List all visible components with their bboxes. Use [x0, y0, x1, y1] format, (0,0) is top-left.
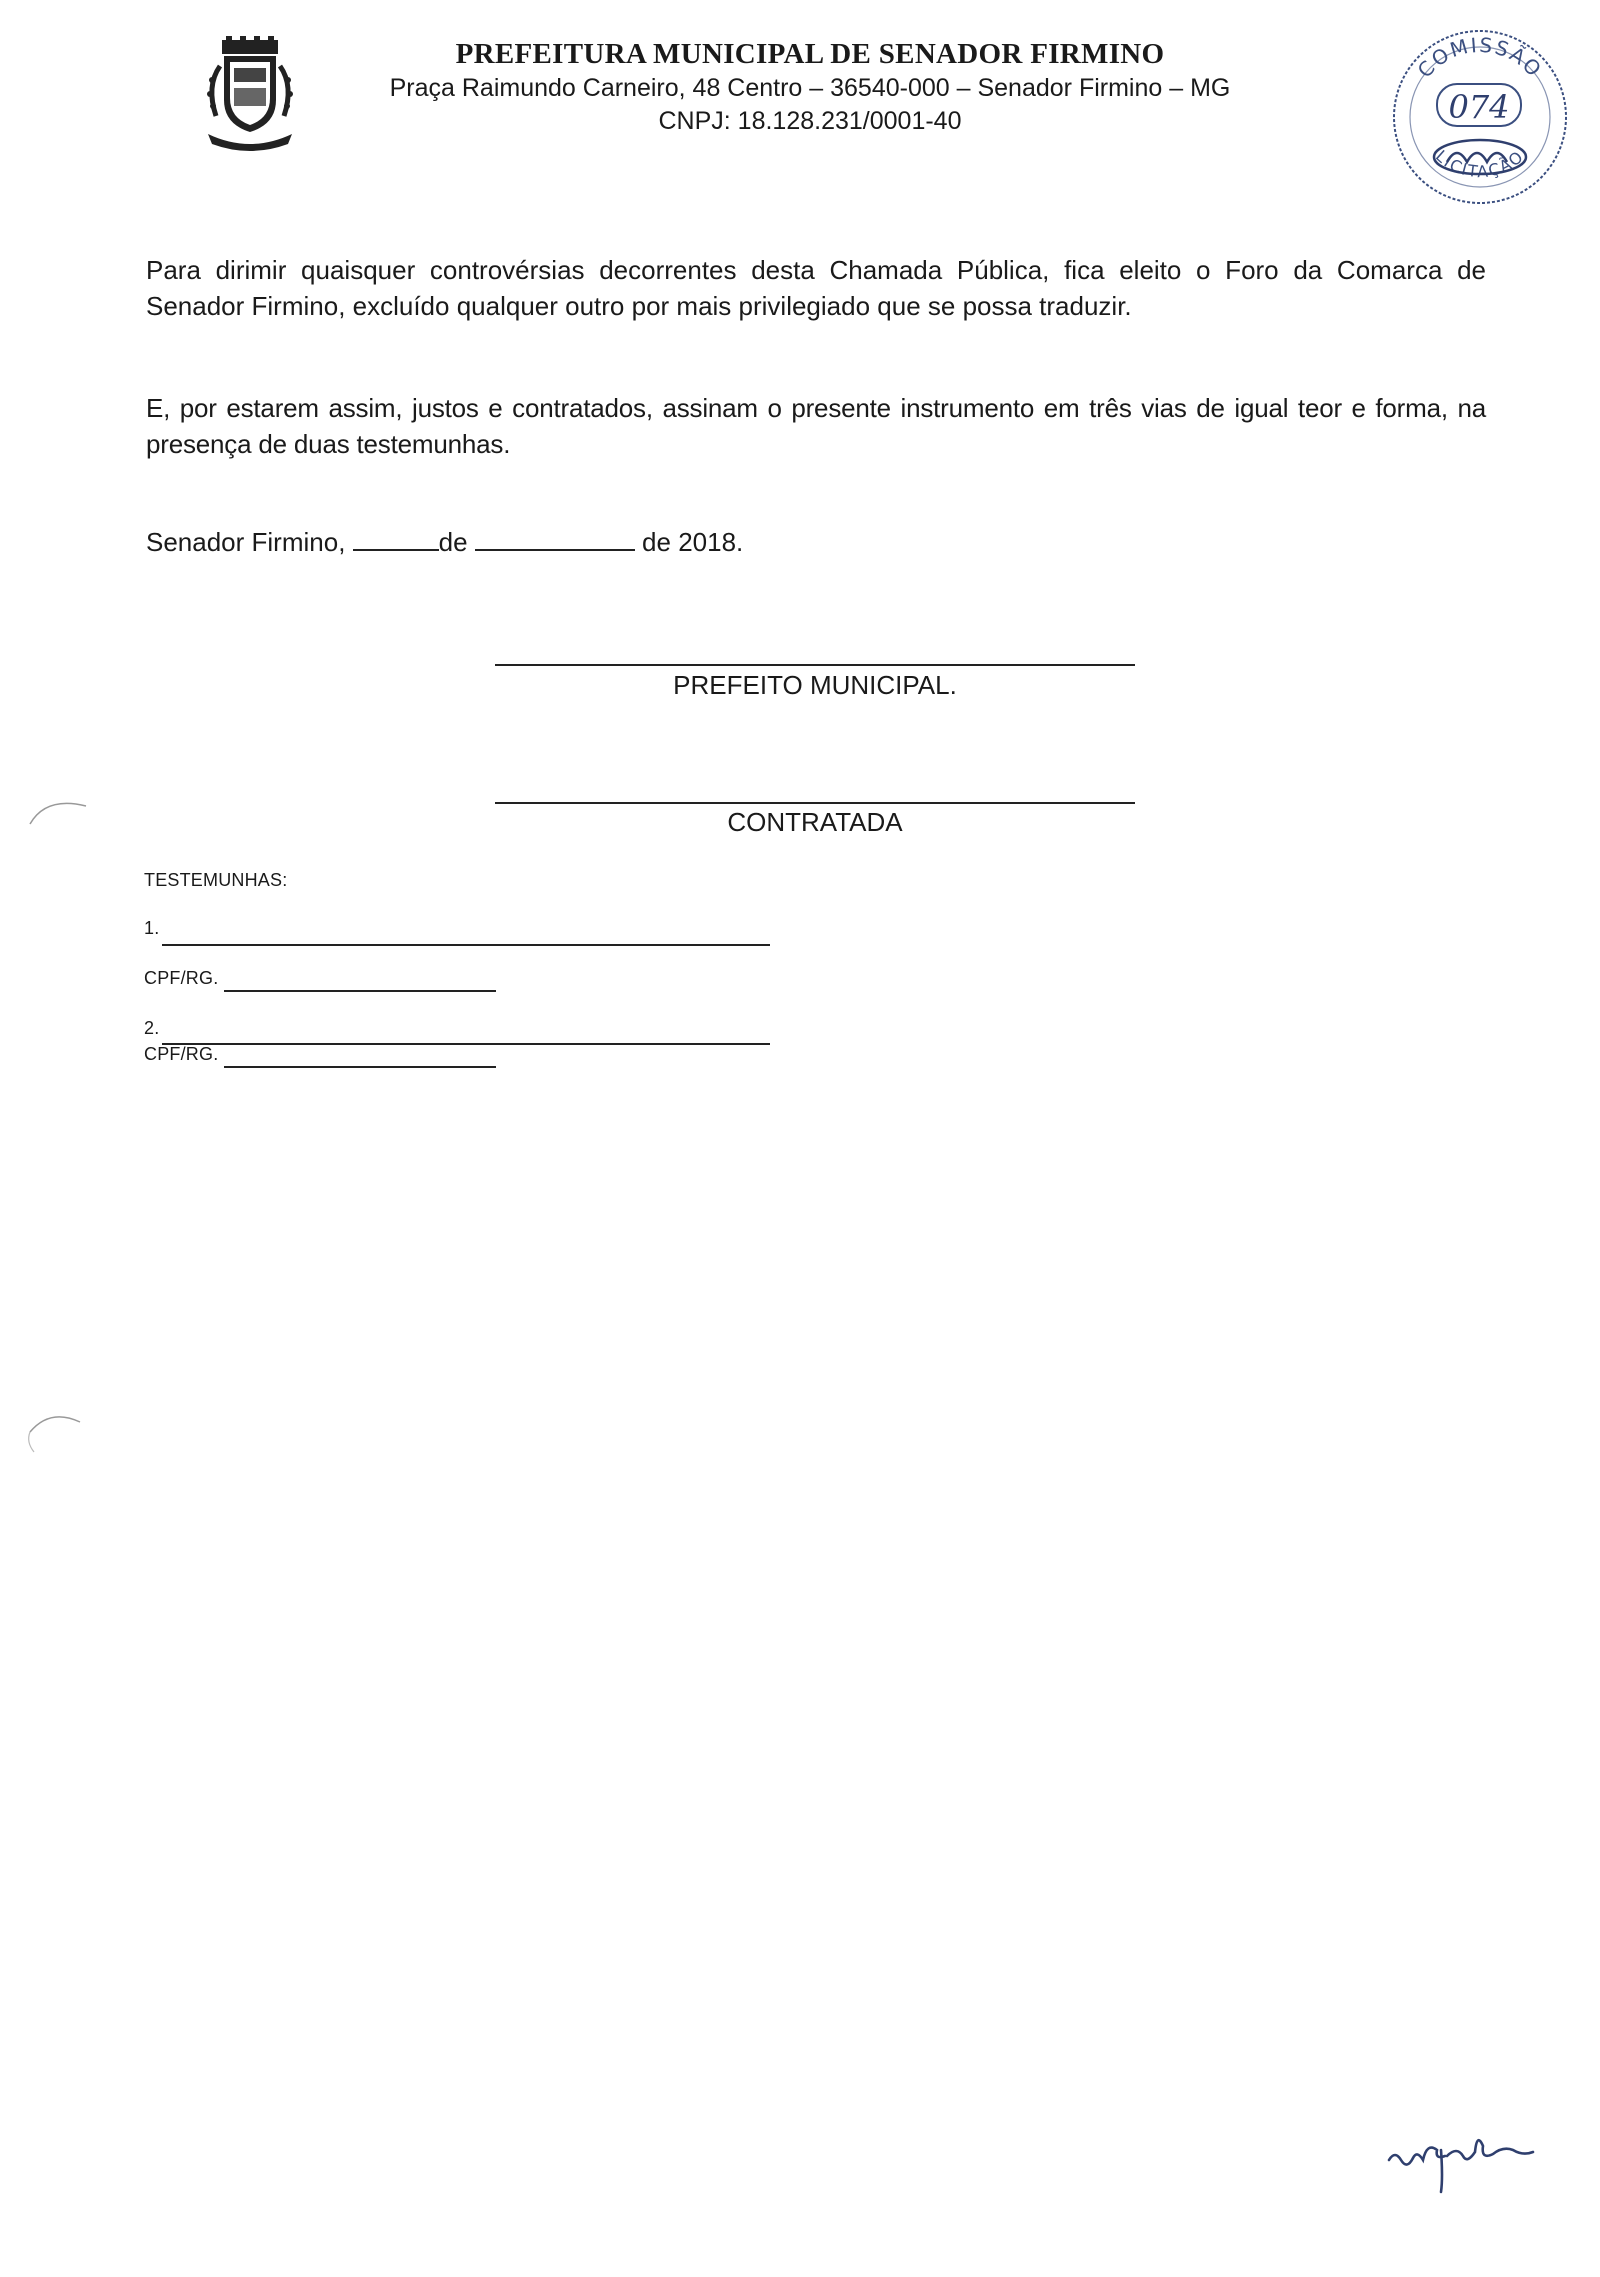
witness-1-id-line: [224, 990, 496, 992]
municipal-coat-of-arms: [200, 36, 300, 156]
punch-hole-mark: [20, 1408, 90, 1458]
header-cnpj: CNPJ: 18.128.231/0001-40: [658, 107, 962, 135]
date-prefix: Senador Firmino,: [146, 527, 346, 557]
punch-hole-mark: [26, 790, 96, 830]
header-address: Praça Raimundo Carneiro, 48 Centro – 36540-000 – Senador Firmino – MG: [389, 74, 1231, 102]
date-line: [146, 527, 743, 558]
jurisdiction-clause: Para dirimir quaisquer controvérsias decorrentes desta Chamada Pública, fica eleito o Foro da Comarca de Senador Firmino, excluído qualquer outro por mais privilegiado que se possa traduzir.: [146, 255, 1486, 321]
witness-1-number: 1.: [144, 918, 160, 938]
stamp-top-text: COMISSÃO: [1412, 32, 1548, 83]
svg-text:LICITAÇÃO: [1432, 146, 1528, 181]
witness-2-number: 2.: [144, 1018, 160, 1038]
handwritten-initials: [1385, 2120, 1555, 2200]
svg-text:COMISSÃO: [1413, 33, 1548, 83]
month-blank: [475, 529, 635, 551]
mayor-signature-label: PREFEITO MUNICIPAL.: [673, 670, 957, 700]
witness-2-id-line: [224, 1066, 496, 1068]
day-blank: [353, 529, 439, 551]
stamp-bottom-text: LICITAÇÃO: [1431, 146, 1529, 182]
witness-1-id-label: CPF/RG.: [144, 968, 219, 988]
witness-2-id-label: CPF/RG.: [144, 1044, 219, 1064]
signing-clause: E, por estarem assim, justos e contratados, assinam o presente instrumento em três vias de igual teor e forma, na presença de duas testemunhas.: [146, 393, 1486, 459]
date-suffix: de 2018.: [642, 527, 744, 557]
stamp-number: 074: [1448, 88, 1510, 126]
contractor-signature-line: [495, 802, 1135, 804]
witnesses-heading: TESTEMUNHAS:: [144, 870, 288, 890]
mayor-signature-line: [495, 664, 1135, 666]
commission-stamp: [1385, 22, 1575, 212]
date-de: de: [438, 527, 468, 557]
header-title: PREFEITURA MUNICIPAL DE SENADOR FIRMINO: [455, 38, 1165, 70]
contractor-signature-label: CONTRATADA: [727, 807, 903, 837]
witness-2-signature-line: [162, 1043, 770, 1045]
witness-1-signature-line: [162, 944, 770, 946]
